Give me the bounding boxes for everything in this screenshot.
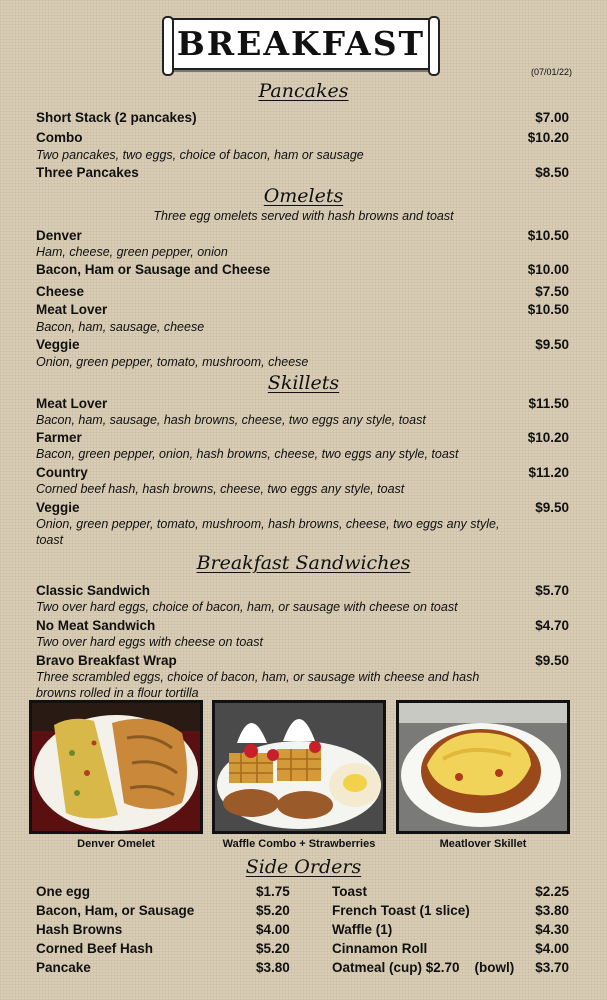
menu-item-name: Farmer <box>36 430 82 445</box>
denver-omelet-photo <box>29 700 203 834</box>
side-item-name: Bacon, Ham, or Sausage <box>36 903 195 918</box>
menu-item-name: Bravo Breakfast Wrap <box>36 653 177 668</box>
menu-item-name: Meat Lover <box>36 396 108 411</box>
page-title: BREAKFAST <box>176 24 426 63</box>
menu-item-price: $10.50 <box>527 228 569 243</box>
menu-item-name: Combo <box>36 130 83 145</box>
menu-item-price: $10.20 <box>527 430 569 445</box>
menu-item-price: $7.00 <box>535 110 569 125</box>
side-item-name: Waffle (1) <box>332 922 393 937</box>
menu-item-name: Veggie <box>36 500 80 515</box>
menu-item-description: Ham, cheese, green pepper, onion <box>36 245 228 259</box>
menu-date: (07/01/22) <box>531 67 573 77</box>
menu-item-name: Meat Lover <box>36 302 108 317</box>
side-item-price: $4.30 <box>535 922 569 937</box>
menu-item-description: Two over hard eggs with cheese on toast <box>36 635 263 649</box>
photo-caption-denver-omelet: Denver Omelet <box>77 838 155 850</box>
menu-item-name: Short Stack (2 pancakes) <box>36 110 197 125</box>
side-item-price: $3.80 <box>535 903 569 918</box>
menu-item-description: Two pancakes, two eggs, choice of bacon, ham or sausage <box>36 148 364 162</box>
menu-item-name: Veggie <box>36 337 80 352</box>
menu-item-price: $9.50 <box>535 653 569 668</box>
menu-item-description: Two over hard eggs, choice of bacon, ham, or sausage with cheese on toast <box>36 600 458 614</box>
menu-item-description: Three scrambled eggs, choice of bacon, ham, or sausage with cheese and hash browns rolled in a flour tortilla <box>36 670 480 700</box>
photo-caption-waffle-combo: Waffle Combo + Strawberries <box>222 838 376 850</box>
menu-item-name: Three Pancakes <box>36 165 139 180</box>
side-item-name: Hash Browns <box>36 922 123 937</box>
side-item-price: $3.70 <box>535 960 569 975</box>
side-item-name: One egg <box>36 884 91 899</box>
side-item-price: $5.20 <box>256 903 290 918</box>
menu-item-description: Bacon, ham, sausage, hash browns, cheese, two eggs any style, toast <box>36 413 426 427</box>
menu-item-price: $10.50 <box>527 302 569 317</box>
side-item-name: Pancake <box>36 960 91 975</box>
menu-item-description: Bacon, ham, sausage, cheese <box>36 320 205 334</box>
side-item-name: Corned Beef Hash <box>36 941 154 956</box>
menu-item-name: Bacon, Ham or Sausage and Cheese <box>36 262 271 277</box>
side-item-price: $1.75 <box>256 884 290 899</box>
menu-item-price: $5.70 <box>535 583 569 598</box>
side-item-price: $4.00 <box>535 941 569 956</box>
menu-item-price: $10.00 <box>527 262 569 277</box>
side-item-name: Oatmeal (cup) $2.70 (bowl) <box>332 960 515 975</box>
section-title-pancakes: Pancakes <box>258 80 349 102</box>
side-item-price: $4.00 <box>256 922 290 937</box>
title-banner <box>168 18 434 70</box>
menu-item-price: $11.20 <box>528 465 569 480</box>
menu-item-description: Onion, green pepper, tomato, mushroom, cheese <box>36 355 309 369</box>
menu-item-description: Corned beef hash, hash browns, cheese, two eggs any style, toast <box>36 482 405 496</box>
menu-item-description: Bacon, green pepper, onion, hash browns, cheese, two eggs any style, toast <box>36 447 459 461</box>
menu-item-name: Classic Sandwich <box>36 583 151 598</box>
menu-item-price: $4.70 <box>535 618 569 633</box>
menu-item-price: $9.50 <box>535 500 569 515</box>
section-note: Three egg omelets served with hash browns and toast <box>153 209 454 223</box>
menu-item-price: $11.50 <box>528 396 569 411</box>
section-title-side-orders: Side Orders <box>245 856 362 878</box>
menu-item-price: $8.50 <box>535 165 569 180</box>
menu-item-name: Denver <box>36 228 82 243</box>
menu-item-price: $9.50 <box>535 337 569 352</box>
photo-caption-meatlover-skillet: Meatlover Skillet <box>439 838 527 850</box>
side-item-price: $3.80 <box>256 960 290 975</box>
menu-item-price: $7.50 <box>535 284 569 299</box>
menu-item-price: $10.20 <box>527 130 569 145</box>
side-item-name: Cinnamon Roll <box>332 941 428 956</box>
section-title-skillets: Skillets <box>267 372 340 394</box>
side-item-price: $2.25 <box>535 884 569 899</box>
menu-item-name: Cheese <box>36 284 85 299</box>
side-item-name: Toast <box>332 884 368 899</box>
waffle-combo-photo <box>212 700 386 834</box>
menu-item-name: No Meat Sandwich <box>36 618 156 633</box>
meatlover-skillet-photo <box>396 700 570 834</box>
menu-item-description: Onion, green pepper, tomato, mushroom, hash browns, cheese, two eggs any style, toast <box>36 517 500 547</box>
side-item-name: French Toast (1 slice) <box>332 903 470 918</box>
menu-item-name: Country <box>36 465 88 480</box>
side-item-price: $5.20 <box>256 941 290 956</box>
section-title-omelets: Omelets <box>263 185 344 207</box>
section-title-sandwiches: Breakfast Sandwiches <box>196 552 411 574</box>
